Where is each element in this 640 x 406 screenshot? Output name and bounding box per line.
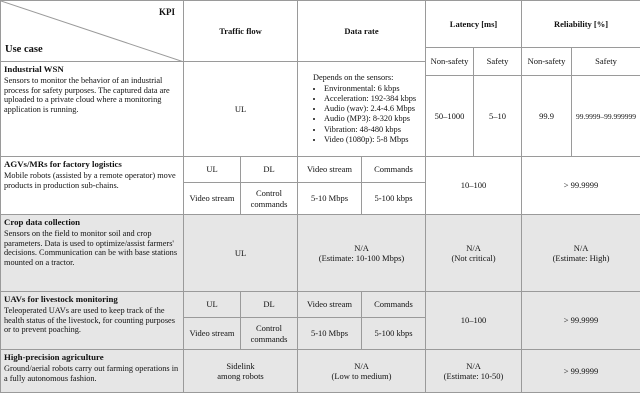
traffic-flow-header: Traffic flow (184, 1, 298, 62)
crop-data-rate-cell (298, 215, 426, 292)
agv-use-case-cell (1, 157, 184, 215)
hpa-reliability: > 99.9999 (522, 350, 640, 393)
agv-description: Mobile robots (assisted by a remote operator) move products in production sub-chains. (4, 170, 176, 190)
uav-latency: 10–100 (426, 292, 522, 350)
uav-dl-cell: DL (241, 292, 298, 318)
wsn-latency-non-safety: 50–1000 (426, 76, 474, 157)
latency-header: Latency [ms] (426, 1, 522, 48)
use-case-header-label: Use case (5, 44, 43, 56)
agv-row-a (1, 157, 640, 183)
uav-use-case-cell (1, 292, 184, 350)
hpa-row (1, 350, 640, 393)
crop-latency: N/A (466, 242, 481, 253)
agv-video-label: Video stream (298, 157, 362, 183)
wsn-description: Sensors to monitor the behavior of an industrial process for safety purposes. The captured data are uploaded to a private cloud where a monitoring application is running. (4, 75, 170, 115)
crop-latency-note: (Not critical) (451, 253, 496, 263)
uav-reliability: > 99.9999 (522, 292, 640, 350)
header-row (1, 1, 640, 48)
crop-reliability: N/A (573, 242, 589, 253)
data-rate-header: Data rate (298, 1, 426, 62)
wsn-data-rate-list (312, 84, 422, 145)
wsn-data-rate-intro: Depends on the sensors: (313, 73, 394, 83)
wsn-title: Industrial WSN (4, 64, 64, 74)
crop-latency-cell (426, 215, 522, 292)
crop-data-rate-note: (Estimate: 10-100 Mbps) (318, 253, 405, 263)
uav-row-a (1, 292, 640, 318)
agv-dl-cell: DL (241, 157, 298, 183)
uav-description: Teleoperated UAVs are used to keep track of the health status of the livestock, for counting purposes or to prevent poaching. (4, 305, 175, 335)
wsn-traffic-cell: UL (184, 62, 298, 157)
crop-use-case-cell (1, 215, 184, 292)
hpa-title: High-precision agriculture (4, 352, 104, 362)
agv-title: AGVs/MRs for factory logistics (4, 159, 122, 169)
hpa-latency-cell (426, 350, 522, 393)
hpa-data-rate-note: (Low to medium) (331, 371, 392, 381)
hpa-traffic: Sidelink (226, 360, 255, 371)
agv-latency: 10–100 (426, 157, 522, 215)
hpa-description: Ground/aerial robots carry out farming operations in a fully autonomous fashion. (4, 363, 179, 383)
reliability-safety-header: Safety (572, 48, 640, 76)
hpa-latency: N/A (466, 360, 481, 371)
wsn-reliability-safety: 99.9999–99.999999 (572, 76, 640, 157)
wsn-data-rate-item: • Audio (wav): 2.4-4.6 Mbps (324, 104, 422, 114)
latency-non-safety-header: Non-safety (426, 48, 474, 76)
uav-dl-content: Control commands (241, 318, 298, 350)
hpa-data-rate: N/A (354, 360, 369, 371)
crop-description: Sensors on the field to monitor soil and crop parameters. Data is used to optimize/assist farmers' decisions. Communication can be with base stations mounted on a tractor. (4, 228, 178, 268)
crop-reliability-cell (522, 215, 640, 292)
uav-commands-label: Commands (362, 292, 426, 318)
crop-reliability-note: (Estimate: High) (552, 253, 610, 263)
wsn-latency-safety: 5–10 (474, 76, 522, 157)
agv-ul-content: Video stream (184, 183, 241, 215)
agv-reliability: > 99.9999 (522, 157, 640, 215)
hpa-traffic-note: among robots (217, 371, 264, 381)
uav-title: UAVs for livestock monitoring (4, 294, 118, 304)
wsn-reliability-non-safety: 99.9 (522, 76, 572, 157)
wsn-data-rate-cell (298, 62, 426, 157)
hpa-traffic-cell (184, 350, 298, 393)
reliability-non-safety-header: Non-safety (522, 48, 572, 76)
agv-video-rate: 5-10 Mbps (298, 183, 362, 215)
uav-video-label: Video stream (298, 292, 362, 318)
wsn-data-rate-item: • Environmental: 6 kbps (324, 84, 422, 94)
agv-dl-content: Control commands (241, 183, 298, 215)
agv-ul-cell: UL (184, 157, 241, 183)
crop-row (1, 215, 640, 292)
uav-commands-rate: 5-100 kbps (362, 318, 426, 350)
hpa-latency-note: (Estimate: 10-50) (443, 371, 504, 381)
uav-ul-content: Video stream (184, 318, 241, 350)
agv-commands-rate: 5-100 kbps (362, 183, 426, 215)
latency-safety-header: Safety (474, 48, 522, 76)
crop-title: Crop data collection (4, 217, 81, 227)
hpa-use-case-cell (1, 350, 184, 393)
wsn-use-case-cell (1, 62, 184, 157)
wsn-data-rate-item: • Audio (MP3): 8-320 kbps (324, 114, 422, 124)
hpa-data-rate-cell (298, 350, 426, 393)
kpi-header-label: KPI (158, 7, 175, 17)
agv-commands-label: Commands (362, 157, 426, 183)
wsn-data-rate-item: • Acceleration: 192-384 kbps (324, 94, 422, 104)
reliability-header: Reliability [%] (522, 1, 640, 48)
wsn-data-rate-item: • Vibration: 48-480 kbps (324, 125, 422, 135)
wsn-data-rate-item: • Video (1080p): 5-8 Mbps (324, 135, 422, 145)
corner-header-cell (1, 1, 184, 62)
uav-video-rate: 5-10 Mbps (298, 318, 362, 350)
crop-traffic: UL (184, 215, 298, 292)
crop-data-rate: N/A (354, 242, 369, 253)
uav-ul-cell: UL (184, 292, 241, 318)
